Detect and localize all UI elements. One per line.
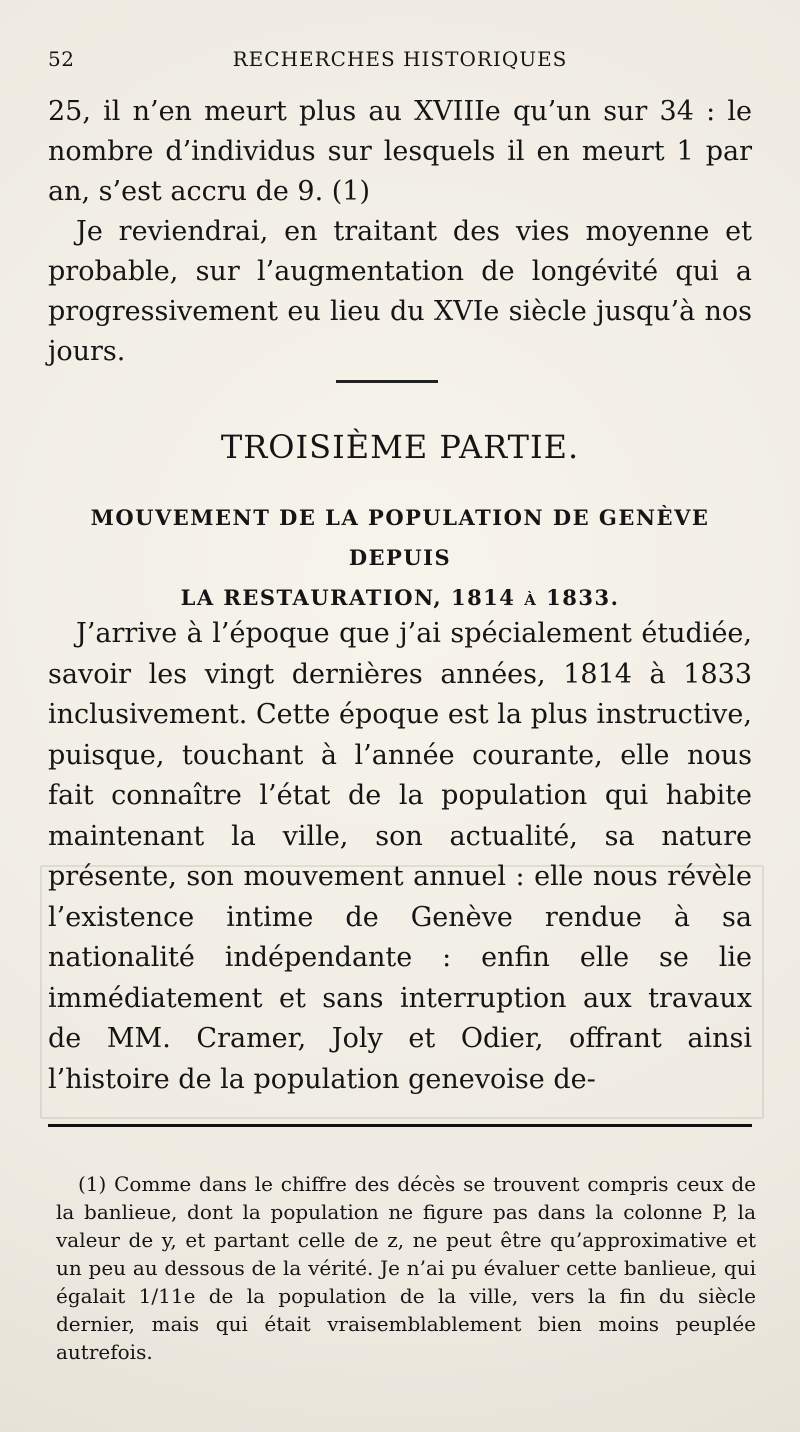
footnote <box>56 1170 756 1366</box>
intro-paragraph-2: Je reviendrai, en traitant des vies moyenne et probable, sur l’augmentation de longévité qui a progressivement eu lieu du XVIe siècle jusqu’à nos jours. <box>48 216 752 367</box>
page-header <box>48 44 752 74</box>
section-title <box>48 498 752 618</box>
running-title: RECHERCHES HISTORIQUES <box>232 47 568 71</box>
section-divider <box>336 380 438 383</box>
footnote-rule <box>48 1124 752 1127</box>
intro-paragraph-1: 25, il n’en meurt plus au XVIIIe qu’un sur 34 : le nombre d’individus sur lesquels il en meurt 1 par an, s’est accru de 9. (1) <box>48 96 752 207</box>
main-paragraph: J’arrive à l’époque que j’ai spécialement étudiée, savoir les vingt dernières années, 1814 à 1833 inclusivement. Cette époque est la plus instructive, puisque, touchant à l’année courante, elle nous fait connaître l’état de la population qui habite maintenant la ville, son actualité, sa nature présente, son mouvement annuel : elle nous révèle l’existence intime de Genève rendue à sa nationalité indépendante : enfin elle se lie immédiatement et sans interruption aux travaux de MM. Cramer, Joly et Odier, offrant ainsi l’histoire de la population genevoise de- <box>48 618 752 1095</box>
main-text <box>48 614 752 1100</box>
part-title: TROISIÈME PARTIE. <box>220 428 580 466</box>
page-number: 52 <box>48 47 75 71</box>
footnote-text: (1) Comme dans le chiffre des décès se trouvent compris ceux de la banlieue, dont la population ne figure pas dans la colonne P, la valeur de y, et partant celle de z, ne peut être qu’approximative et un peu au dessous de la vérité. Je n’ai pu évaluer cette banlieue, qui égalait 1/11e de la population de la ville, vers la fin du siècle dernier, mais qui était vraisemblablement bien moins peuplée autrefois. <box>56 1172 756 1364</box>
section-title-line-2: LA RESTAURATION, 1814 à 1833. <box>180 585 620 610</box>
section-title-line-1: MOUVEMENT DE LA POPULATION DE GENÈVE DEPUIS <box>90 505 710 570</box>
intro-text <box>48 92 752 372</box>
